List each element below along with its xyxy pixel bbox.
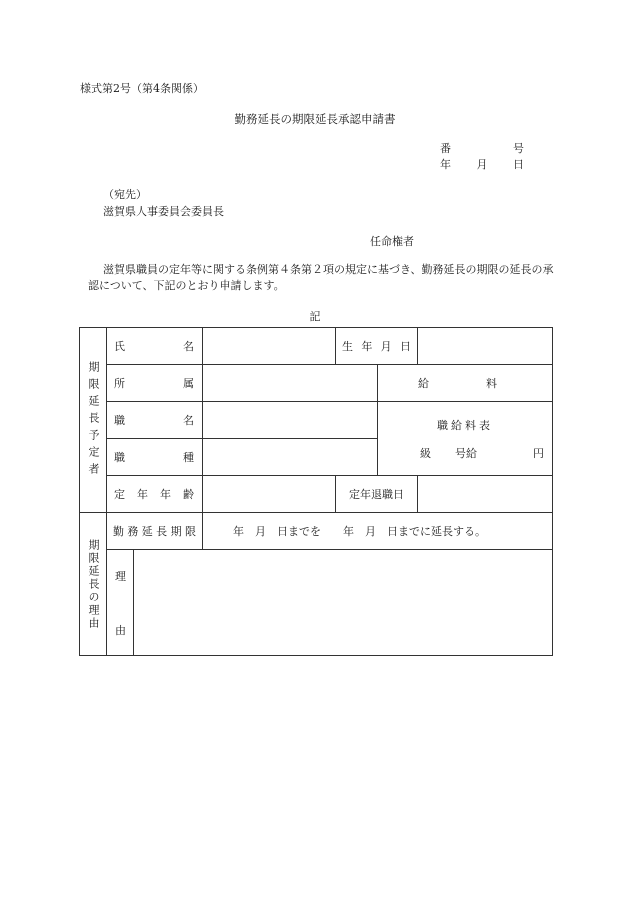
addressee: 滋賀県人事委員会委員長 [103, 205, 224, 218]
reason-label: 理 由 [107, 550, 134, 656]
retirement-age-field[interactable] [203, 476, 336, 513]
department-field[interactable] [203, 365, 378, 402]
number-suffix: 号 [513, 142, 524, 155]
group-label-reason: 期限延長の理由 [80, 513, 107, 656]
extension-period-label: 勤 務 延 長 期 限 [107, 513, 203, 550]
document-number [440, 140, 524, 156]
document-title: 勤務延長の期限延長承認申請書 [234, 112, 396, 126]
birthdate-label: 生 年 月 日 [336, 328, 418, 365]
ki-heading: 記 [309, 310, 321, 323]
date-month: 月 [476, 158, 488, 171]
addressee-label: （宛先） [103, 188, 147, 201]
retirement-date-label: 定年退職日 [336, 476, 418, 513]
name-label: 氏 名 [107, 328, 203, 365]
salary-label: 給 料 [378, 365, 553, 402]
department-label: 所 属 [107, 365, 203, 402]
post-label: 職 名 [107, 402, 203, 439]
date-year: 年 [440, 158, 451, 171]
name-field[interactable] [203, 328, 336, 365]
application-table [79, 327, 553, 656]
body-text: 滋賀県職員の定年等に関する条例第４条第２項の規定に基づき、勤務延長の期限の延長の承認について、下記のとおり申請します。 [88, 263, 554, 292]
document-date [440, 156, 524, 172]
group-label-candidate: 期限延長予定者 [80, 328, 107, 513]
number-label: 番 [440, 142, 451, 155]
appointer: 任命権者 [370, 235, 414, 248]
salary-field[interactable]: 職給料表 級 号給 円 [378, 402, 553, 476]
retirement-age-label: 定 年 年 齢 [107, 476, 203, 513]
job-kind-label: 職 種 [107, 439, 203, 476]
extension-period-field[interactable]: 年 月 日までを 年 月 日までに延長する。 [203, 513, 553, 550]
retirement-date-field[interactable] [418, 476, 553, 513]
date-day: 日 [513, 158, 524, 171]
reason-field[interactable] [134, 550, 553, 656]
birthdate-field[interactable] [418, 328, 553, 365]
job-kind-field[interactable] [203, 439, 378, 476]
form-id: 様式第2号（第4条関係） [80, 82, 204, 95]
post-field[interactable] [203, 402, 378, 439]
